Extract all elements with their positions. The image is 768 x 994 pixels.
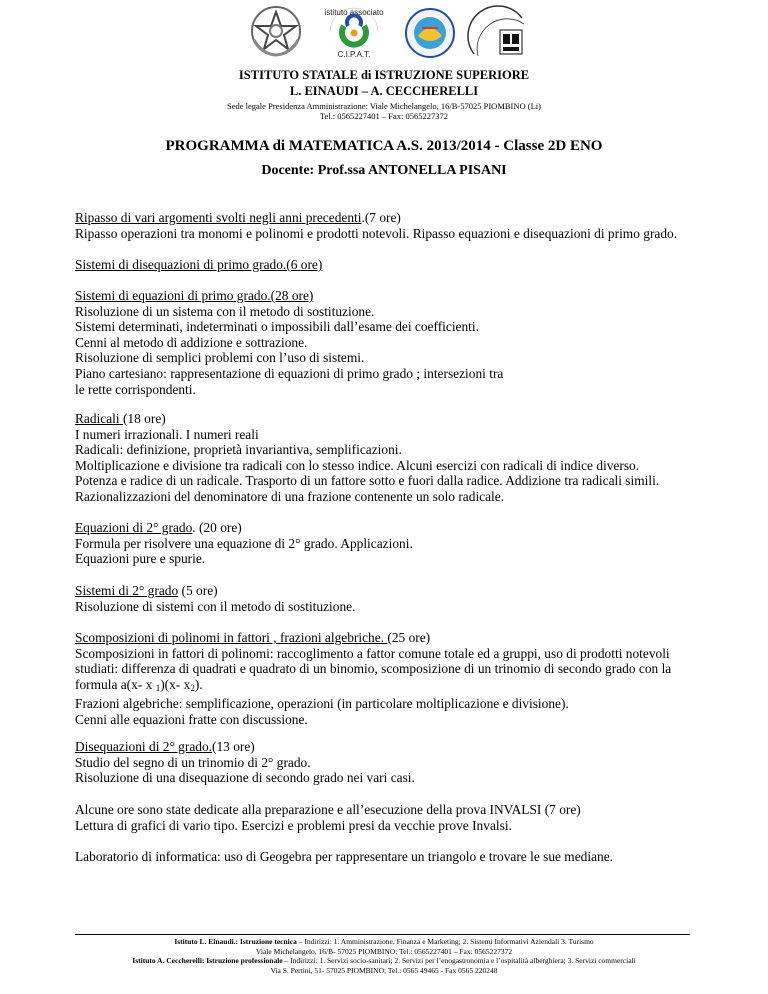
footer-line: Istituto A. Ceccherelli: Istruzione professionale – Indirizzi: 1. Servizi socio-sanitari; 2. Servizi per l’enogastronomia e l’ospitalità alberghiera; 3. Servizi commerciali — [132, 956, 636, 966]
institute-phone: Tel.: 0565227401 – Fax: 0565227372 — [319, 111, 449, 121]
section-title: Radicali — [75, 411, 123, 426]
institute-address: Sede legale Presidenza Amministrazione: Viale Michelangelo, 16/B-57025 PIOMBINO (Li) — [227, 101, 541, 111]
section-equation-systems — [75, 288, 735, 397]
section-line: Potenza e radice di un radicale. Trasporto di un fattore sotto e fuori dalla radice. Addizione tra radicali simili. — [75, 473, 660, 489]
section-line: Alcune ore sono state dedicate alla preparazione e all’esecuzione della prova INVALSI (7 ore) — [75, 802, 581, 817]
section-line: I numeri irrazionali. I numeri reali — [75, 426, 259, 442]
section-line: Razionalizzazioni del denominatore di una frazione contenente un solo radicale. — [75, 488, 505, 504]
svg-text:istituto associato: istituto associato — [324, 8, 384, 17]
section-line: Radicali: definizione, proprietà invariantiva, semplificazioni. — [75, 442, 402, 458]
section-hours: (13 ore) — [212, 739, 255, 754]
section-line: Risoluzione di un sistema con il metodo di sostituzione. — [75, 303, 375, 319]
section-hours: . (20 ore) — [192, 520, 242, 535]
cipat-logo — [318, 2, 390, 60]
section-line: le rette corrispondenti. — [75, 381, 196, 397]
section-line: Sistemi determinati, indeterminati o impossibili dall’esame dei coefficienti. — [75, 319, 479, 335]
section-title: Disequazioni di 2° grado. — [75, 739, 212, 754]
section-quadratic-inequalities — [75, 739, 735, 786]
footer — [40, 937, 728, 975]
section-line: studiati: differenza di quadrati e quadrato di un binomio, scomposizione di un trinomio di secondo grado con la — [75, 661, 672, 677]
certification-stamp-icon — [466, 4, 530, 62]
section-line: Frazioni algebriche: semplificazione, operazioni (in particolare moltiplicazione e divisione). — [75, 696, 569, 712]
program-title: PROGRAMMA di MATEMATICA A.S. 2013/2014 - Classe 2D ENO — [165, 138, 603, 154]
section-quadratic-systems — [75, 583, 735, 614]
section-invalsi — [75, 802, 735, 833]
section-title: Equazioni di 2° grado — [75, 520, 193, 535]
section-title: Sistemi di 2° grado — [75, 583, 179, 598]
section-line: Risoluzione di sistemi con il metodo di sostituzione. — [75, 598, 356, 614]
section-hours: (5 ore) — [178, 583, 218, 598]
section-line: Piano cartesiano: rappresentazione di equazioni di primo grado ; intersezioni tra — [75, 365, 504, 381]
section-line: Cenni alle equazioni fratte con discussione. — [75, 711, 308, 727]
formula-line: formula a(x- x $_1$)(x- $x_2$). — [75, 676, 203, 693]
svg-text:C.I.P.A.T.: C.I.P.A.T. — [337, 50, 371, 59]
section-review — [75, 210, 735, 241]
section-line: Equazioni pure e spurie. — [75, 551, 206, 567]
section-line: Laboratorio di informatica: uso di Geogebra per rappresentare un triangolo e trovare le sue mediane. — [75, 849, 614, 864]
republic-emblem-icon — [248, 2, 304, 58]
footer-line: Viale Michelangelo, 16/B- 57025 PIOMBINO; Tel.: 0565227401 – Fax: 0565227372 — [255, 946, 513, 956]
section-line: Studio del segno di un trinomio di 2° grado. — [75, 754, 311, 770]
section-title: Sistemi di equazioni di primo grado.(28 ore) — [75, 288, 314, 303]
teacher-name: Docente: Prof.ssa ANTONELLA PISANI — [261, 163, 507, 178]
section-title: Scomposizioni di polinomi in fattori , frazioni algebriche. — [75, 630, 388, 645]
section-line: Lettura di grafici di vario tipo. Esercizi e problemi presi da vecchie prove Invalsi. — [75, 817, 512, 833]
school-project-logo — [400, 6, 460, 60]
section-line: Risoluzione di semplici problemi con l’uso di sistemi. — [75, 350, 365, 366]
section-line: Moltiplicazione e divisione tra radicali con lo stesso indice. Alcuni esercizi con radicali di indice diverso. — [75, 457, 640, 473]
footer-divider — [75, 934, 690, 935]
section-line: Scomposizioni in fattori di polinomi: raccoglimento a fattor comune totale ed a gruppi, uso di prodotti notevoli — [75, 645, 670, 661]
section-radicals — [75, 411, 735, 505]
section-line: Cenni al metodo di addizione e sottrazione. — [75, 334, 308, 350]
footer-line: Via S. Pertini, 51- 57025 PIOMBINO; Tel.: 0565 49465 - Fax 0565 220248 — [270, 965, 498, 975]
section-factorization — [75, 630, 735, 728]
header-logos — [0, 0, 768, 62]
section-line: Ripasso operazioni tra monomi e polinomi e prodotti notevoli. Ripasso equazioni e disequazioni di primo grado. — [75, 225, 678, 241]
section-hours: (18 ore) — [122, 411, 166, 426]
section-hours: .(7 ore) — [361, 210, 401, 225]
footer-line: Istituto L. Einaudi.: Istruzione tecnica – Indirizzi: 1. Amministrazione, Finanza e Marketing; 2. Sistemi Informativi Aziendali 3. Turismo — [174, 937, 594, 946]
institute-schools: L. EINAUDI – A. CECCHERELLI — [289, 84, 479, 98]
institute-name: ISTITUTO STATALE di ISTRUZIONE SUPERIORE — [238, 68, 530, 82]
section-quadratic-equations — [75, 520, 735, 567]
section-inequality-systems — [75, 257, 735, 273]
section-title: Ripasso di vari argomenti svolti negli anni precedenti — [75, 210, 362, 225]
section-line: Risoluzione di una disequazione di secondo grado nei vari casi. — [75, 770, 415, 786]
section-lab — [75, 849, 735, 865]
section-hours: (25 ore) — [387, 630, 431, 645]
section-line: Formula per risolvere una equazione di 2° grado. Applicazioni. — [75, 535, 413, 551]
section-title: Sistemi di disequazioni di primo grado.(6 ore) — [75, 257, 323, 272]
